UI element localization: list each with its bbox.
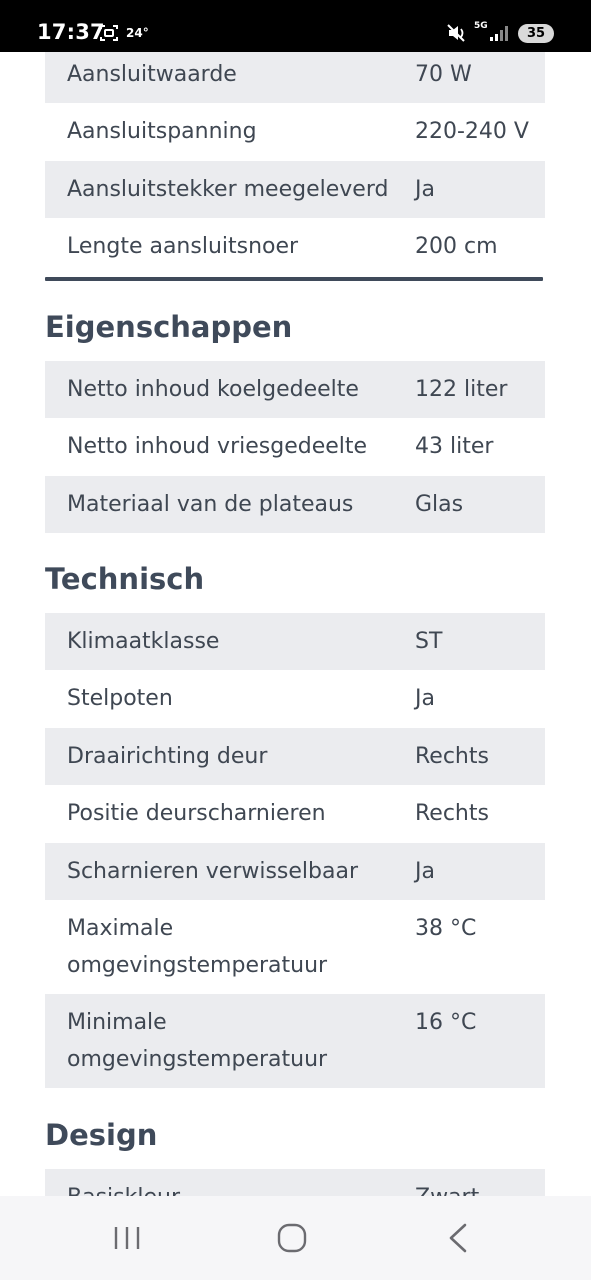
table-row [45, 613, 545, 670]
status-temperature: 24° [126, 26, 149, 40]
table-row [45, 52, 545, 103]
table-row [45, 218, 545, 276]
battery-indicator: 35 [518, 24, 554, 43]
table-row [45, 843, 545, 900]
recent-apps-icon[interactable] [110, 1222, 144, 1254]
section-title-eigenschappen: Eigenschappen [45, 310, 293, 344]
spec-value: Ja [415, 686, 435, 711]
table-row [45, 161, 545, 218]
network-type: 5G [474, 21, 488, 31]
technisch-table [45, 613, 545, 1088]
home-icon[interactable] [275, 1222, 309, 1254]
mute-icon [446, 23, 468, 43]
table-row [45, 994, 545, 1088]
spec-label: Aansluitwaarde [67, 62, 237, 87]
signal-icon [489, 24, 511, 42]
table-row [45, 900, 545, 994]
table-row [45, 728, 545, 785]
spec-label: Scharnieren verwisselbaar [67, 859, 359, 884]
status-bar [0, 0, 591, 52]
status-time: 17:37 [37, 20, 105, 44]
table-row [45, 103, 545, 161]
spec-value: 38 °C [415, 916, 477, 941]
table-row [45, 785, 545, 843]
spec-content[interactable] [0, 52, 591, 1196]
spec-value: 200 cm [415, 234, 498, 259]
spec-label: Aansluitspanning [67, 119, 257, 144]
section-title-design: Design [45, 1118, 158, 1152]
navigation-bar [0, 1196, 591, 1280]
spec-label: Draairichting deur [67, 744, 268, 769]
spec-value: 16 °C [415, 1010, 477, 1035]
table-row [45, 670, 545, 728]
spec-label: Positie deurscharnieren [67, 801, 326, 826]
spec-value: Ja [415, 177, 435, 202]
spec-value: Ja [415, 859, 435, 884]
spec-label: Minimale omgevingstemperatuur [67, 1010, 328, 1072]
screenshot-icon [100, 24, 118, 42]
spec-label: Aansluitstekker meegeleverd [67, 177, 389, 202]
spec-label: Stelpoten [67, 686, 173, 711]
spec-value: 220-240 V [415, 119, 529, 144]
spec-value: 43 liter [415, 434, 494, 459]
section-divider [45, 277, 543, 281]
spec-value: Rechts [415, 801, 489, 826]
spec-value: Rechts [415, 744, 489, 769]
spec-label: Klimaatklasse [67, 629, 220, 654]
spec-label: Lengte aansluitsnoer [67, 234, 299, 259]
table-row [45, 418, 545, 476]
section-title-technisch: Technisch [45, 562, 205, 596]
spec-label: Maximale omgevingstemperatuur [67, 916, 328, 978]
table-row [45, 361, 545, 418]
spec-value: 70 W [415, 62, 472, 87]
spec-value: Glas [415, 492, 464, 517]
connection-spec-table [45, 52, 545, 276]
back-icon[interactable] [441, 1222, 475, 1254]
table-row [45, 476, 545, 533]
spec-value: 122 liter [415, 377, 508, 402]
spec-label: Materiaal van de plateaus [67, 492, 354, 517]
spec-label: Netto inhoud vriesgedeelte [67, 434, 368, 459]
spec-value: ST [415, 629, 443, 654]
eigenschappen-table [45, 361, 545, 533]
spec-label: Netto inhoud koelgedeelte [67, 377, 359, 402]
